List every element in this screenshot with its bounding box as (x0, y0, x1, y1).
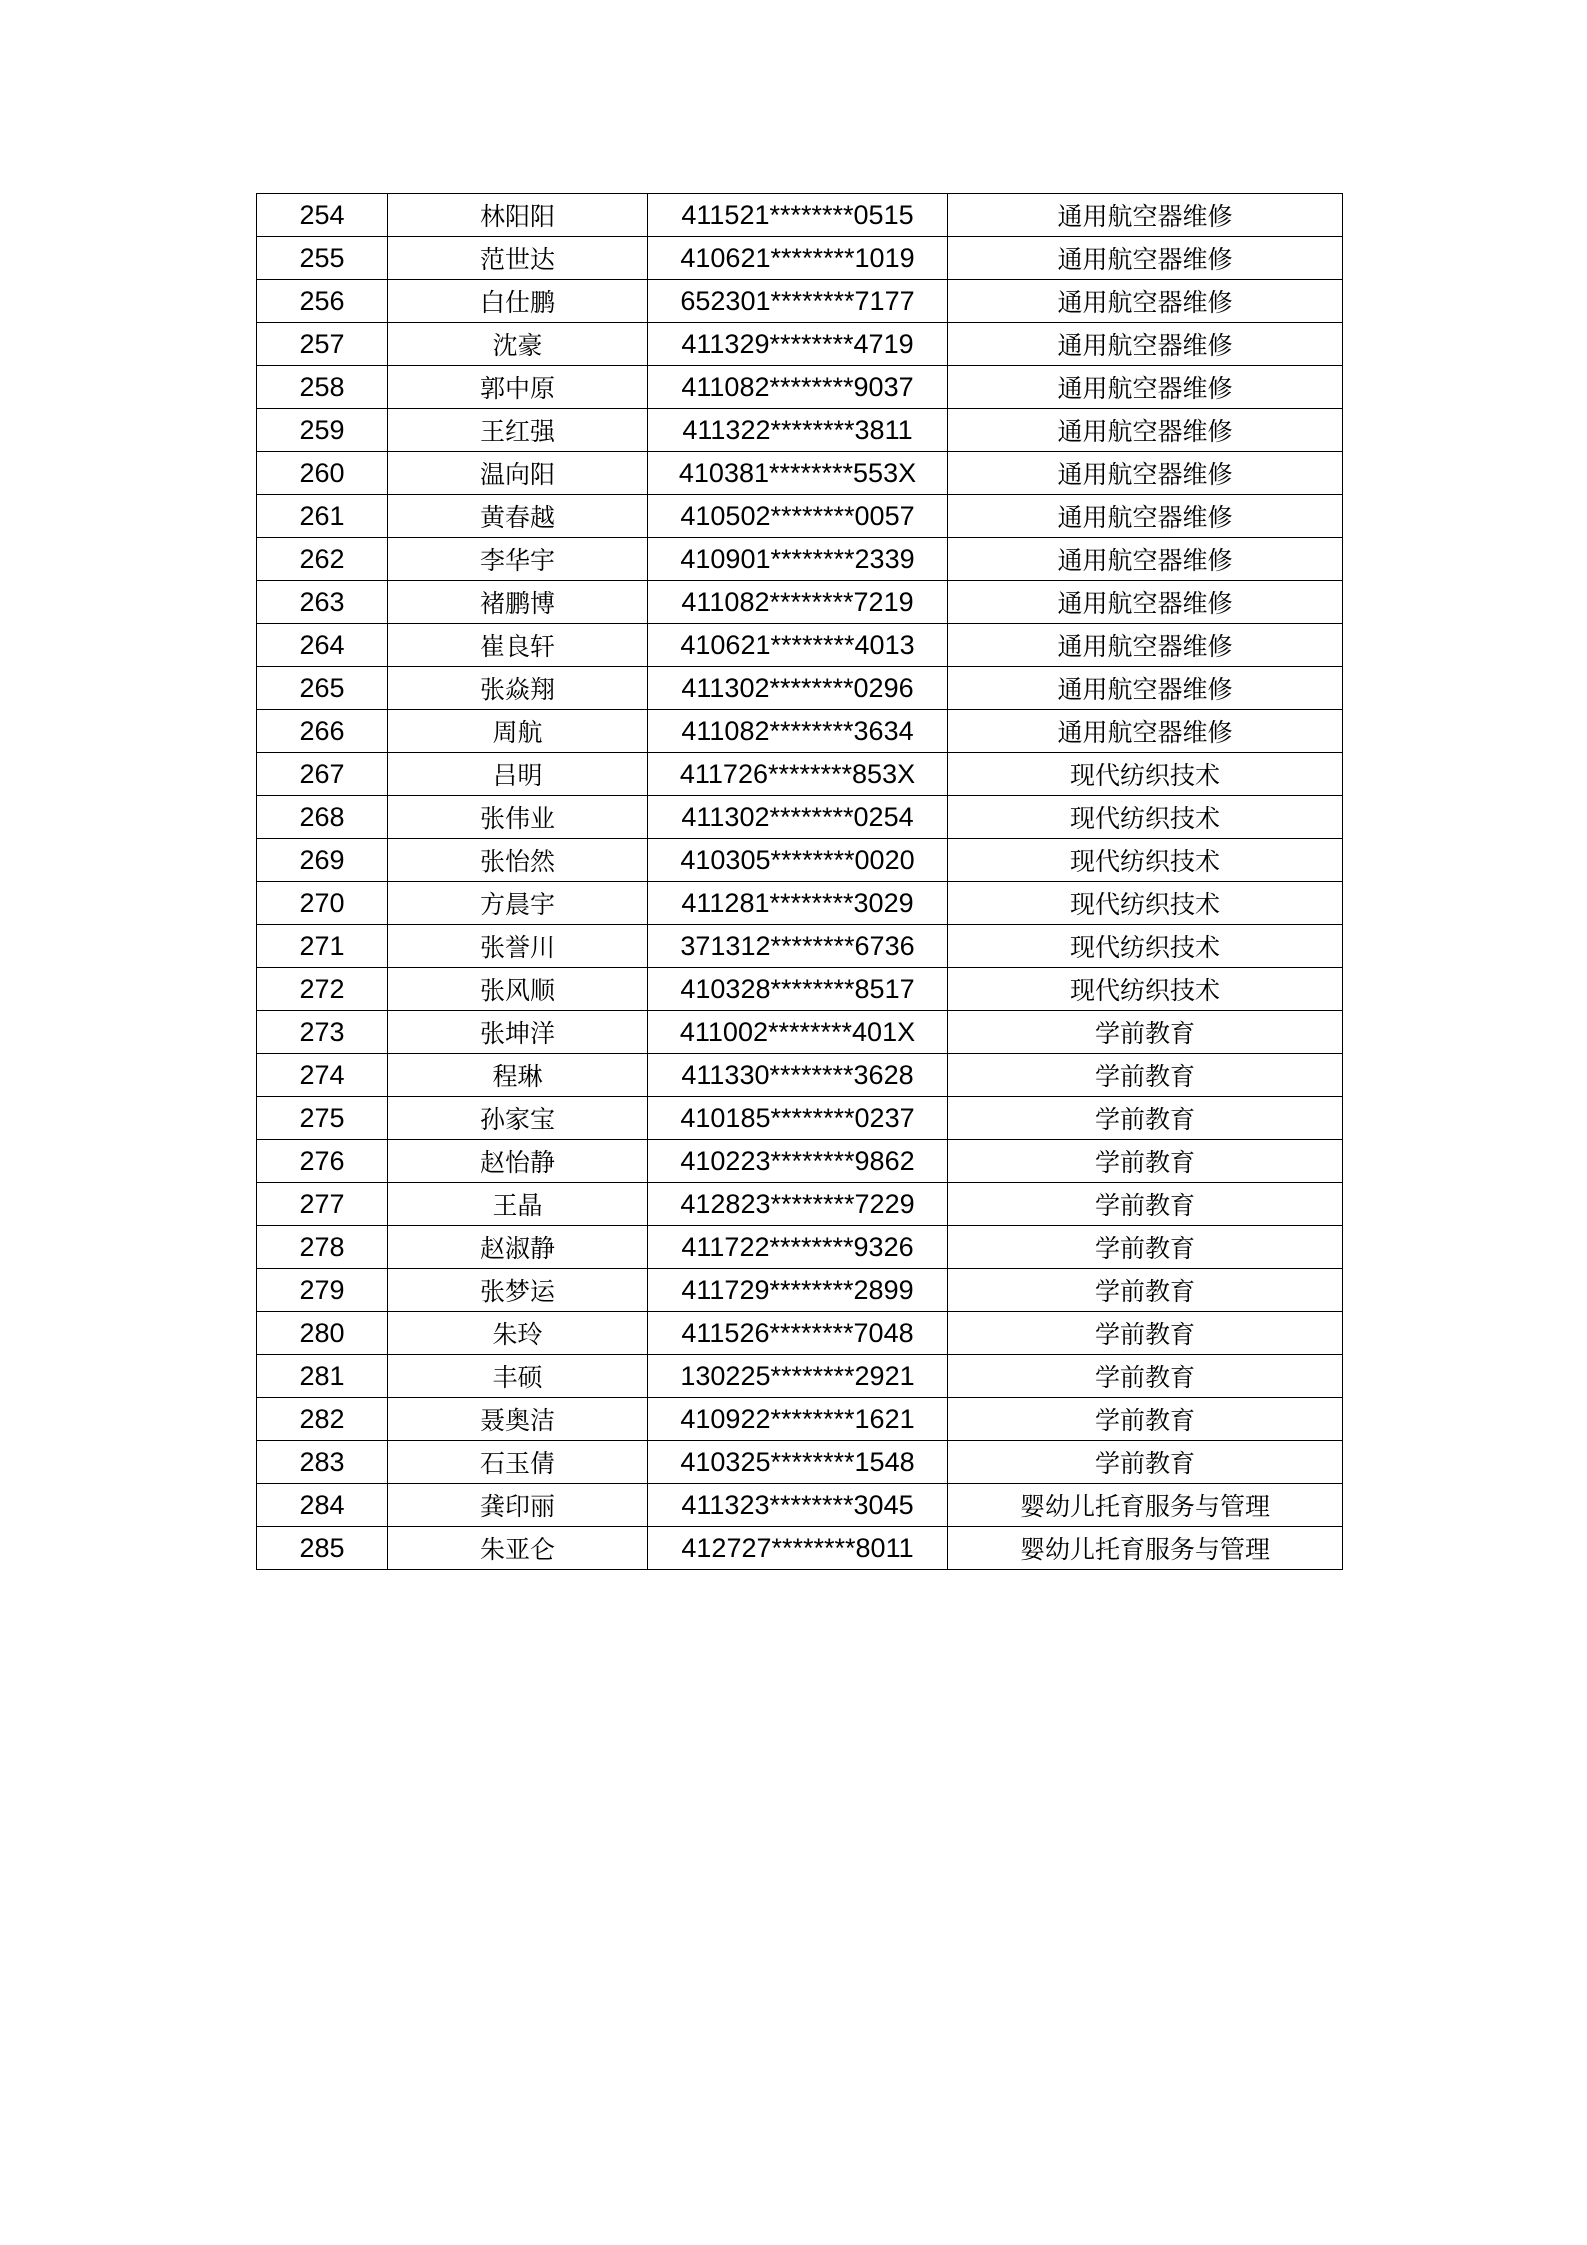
table-row (257, 1140, 1343, 1183)
row-number-cell: 261 (257, 495, 388, 538)
student-name-cell: 张誉川 (388, 925, 648, 968)
major-cell: 学前教育 (948, 1054, 1343, 1097)
id-number-cell: 411002********401X (648, 1011, 948, 1054)
major-cell: 学前教育 (948, 1355, 1343, 1398)
major-cell: 通用航空器维修 (948, 624, 1343, 667)
major-cell: 现代纺织技术 (948, 882, 1343, 925)
row-number-cell: 270 (257, 882, 388, 925)
id-number-cell: 410328********8517 (648, 968, 948, 1011)
row-number-cell: 258 (257, 366, 388, 409)
student-name-cell: 温向阳 (388, 452, 648, 495)
student-name-cell: 范世达 (388, 237, 648, 280)
id-number-cell: 130225********2921 (648, 1355, 948, 1398)
student-name-cell: 赵淑静 (388, 1226, 648, 1269)
row-number-cell: 259 (257, 409, 388, 452)
id-number-cell: 411726********853X (648, 753, 948, 796)
table-row (257, 1269, 1343, 1312)
major-cell: 通用航空器维修 (948, 194, 1343, 237)
student-name-cell: 张伟业 (388, 796, 648, 839)
major-cell: 学前教育 (948, 1226, 1343, 1269)
student-name-cell: 张坤洋 (388, 1011, 648, 1054)
table-row (257, 1097, 1343, 1140)
row-number-cell: 262 (257, 538, 388, 581)
major-cell: 婴幼儿托育服务与管理 (948, 1484, 1343, 1527)
student-name-cell: 张焱翔 (388, 667, 648, 710)
row-number-cell: 267 (257, 753, 388, 796)
table-row (257, 882, 1343, 925)
id-number-cell: 411729********2899 (648, 1269, 948, 1312)
student-name-cell: 丰硕 (388, 1355, 648, 1398)
row-number-cell: 283 (257, 1441, 388, 1484)
major-cell: 学前教育 (948, 1269, 1343, 1312)
student-name-cell: 朱玲 (388, 1312, 648, 1355)
id-number-cell: 410381********553X (648, 452, 948, 495)
major-cell: 通用航空器维修 (948, 495, 1343, 538)
table-row (257, 1484, 1343, 1527)
id-number-cell: 411323********3045 (648, 1484, 948, 1527)
table-row (257, 1226, 1343, 1269)
row-number-cell: 285 (257, 1527, 388, 1570)
table-row (257, 796, 1343, 839)
table-row (257, 968, 1343, 1011)
student-name-cell: 周航 (388, 710, 648, 753)
student-name-cell: 聂奥洁 (388, 1398, 648, 1441)
student-name-cell: 林阳阳 (388, 194, 648, 237)
student-name-cell: 王晶 (388, 1183, 648, 1226)
table-row (257, 624, 1343, 667)
row-number-cell: 272 (257, 968, 388, 1011)
id-number-cell: 652301********7177 (648, 280, 948, 323)
student-name-cell: 朱亚仑 (388, 1527, 648, 1570)
major-cell: 现代纺织技术 (948, 925, 1343, 968)
table-row (257, 667, 1343, 710)
major-cell: 通用航空器维修 (948, 667, 1343, 710)
student-name-cell: 郭中原 (388, 366, 648, 409)
table-row (257, 194, 1343, 237)
table-row (257, 1355, 1343, 1398)
id-number-cell: 411281********3029 (648, 882, 948, 925)
row-number-cell: 273 (257, 1011, 388, 1054)
table-row (257, 581, 1343, 624)
major-cell: 通用航空器维修 (948, 237, 1343, 280)
id-number-cell: 410621********4013 (648, 624, 948, 667)
major-cell: 学前教育 (948, 1398, 1343, 1441)
major-cell: 通用航空器维修 (948, 581, 1343, 624)
row-number-cell: 254 (257, 194, 388, 237)
id-number-cell: 410901********2339 (648, 538, 948, 581)
table-row (257, 1441, 1343, 1484)
id-number-cell: 411322********3811 (648, 409, 948, 452)
table-row (257, 839, 1343, 882)
row-number-cell: 275 (257, 1097, 388, 1140)
id-number-cell: 410223********9862 (648, 1140, 948, 1183)
major-cell: 通用航空器维修 (948, 366, 1343, 409)
student-name-cell: 张怡然 (388, 839, 648, 882)
student-name-cell: 白仕鹏 (388, 280, 648, 323)
student-name-cell: 程琳 (388, 1054, 648, 1097)
row-number-cell: 260 (257, 452, 388, 495)
row-number-cell: 263 (257, 581, 388, 624)
table-row (257, 1183, 1343, 1226)
row-number-cell: 264 (257, 624, 388, 667)
major-cell: 学前教育 (948, 1140, 1343, 1183)
id-number-cell: 411302********0254 (648, 796, 948, 839)
student-name-cell: 吕明 (388, 753, 648, 796)
table-row (257, 925, 1343, 968)
id-number-cell: 410502********0057 (648, 495, 948, 538)
table-row (257, 366, 1343, 409)
student-name-cell: 沈豪 (388, 323, 648, 366)
table-row (257, 753, 1343, 796)
major-cell: 通用航空器维修 (948, 452, 1343, 495)
row-number-cell: 257 (257, 323, 388, 366)
major-cell: 通用航空器维修 (948, 409, 1343, 452)
roster-table-body (257, 194, 1343, 1570)
row-number-cell: 274 (257, 1054, 388, 1097)
row-number-cell: 265 (257, 667, 388, 710)
row-number-cell: 278 (257, 1226, 388, 1269)
table-row (257, 1312, 1343, 1355)
row-number-cell: 279 (257, 1269, 388, 1312)
row-number-cell: 256 (257, 280, 388, 323)
major-cell: 现代纺织技术 (948, 796, 1343, 839)
id-number-cell: 411302********0296 (648, 667, 948, 710)
student-name-cell: 赵怡静 (388, 1140, 648, 1183)
table-row (257, 538, 1343, 581)
id-number-cell: 410621********1019 (648, 237, 948, 280)
student-name-cell: 崔良轩 (388, 624, 648, 667)
id-number-cell: 412727********8011 (648, 1527, 948, 1570)
major-cell: 通用航空器维修 (948, 323, 1343, 366)
row-number-cell: 281 (257, 1355, 388, 1398)
id-number-cell: 411082********9037 (648, 366, 948, 409)
table-row (257, 710, 1343, 753)
id-number-cell: 410305********0020 (648, 839, 948, 882)
id-number-cell: 410922********1621 (648, 1398, 948, 1441)
major-cell: 学前教育 (948, 1183, 1343, 1226)
id-number-cell: 411526********7048 (648, 1312, 948, 1355)
major-cell: 现代纺织技术 (948, 839, 1343, 882)
table-row (257, 237, 1343, 280)
id-number-cell: 371312********6736 (648, 925, 948, 968)
row-number-cell: 266 (257, 710, 388, 753)
id-number-cell: 411082********7219 (648, 581, 948, 624)
student-name-cell: 王红强 (388, 409, 648, 452)
table-row (257, 1398, 1343, 1441)
student-name-cell: 张梦运 (388, 1269, 648, 1312)
student-name-cell: 黄春越 (388, 495, 648, 538)
student-name-cell: 李华宇 (388, 538, 648, 581)
student-name-cell: 张风顺 (388, 968, 648, 1011)
row-number-cell: 282 (257, 1398, 388, 1441)
student-name-cell: 孙家宝 (388, 1097, 648, 1140)
id-number-cell: 411521********0515 (648, 194, 948, 237)
table-row (257, 452, 1343, 495)
major-cell: 学前教育 (948, 1097, 1343, 1140)
id-number-cell: 411330********3628 (648, 1054, 948, 1097)
row-number-cell: 276 (257, 1140, 388, 1183)
table-row (257, 495, 1343, 538)
row-number-cell: 271 (257, 925, 388, 968)
major-cell: 通用航空器维修 (948, 710, 1343, 753)
row-number-cell: 269 (257, 839, 388, 882)
id-number-cell: 411722********9326 (648, 1226, 948, 1269)
major-cell: 婴幼儿托育服务与管理 (948, 1527, 1343, 1570)
id-number-cell: 411082********3634 (648, 710, 948, 753)
id-number-cell: 412823********7229 (648, 1183, 948, 1226)
table-row (257, 280, 1343, 323)
id-number-cell: 411329********4719 (648, 323, 948, 366)
table-row (257, 1011, 1343, 1054)
table-row (257, 323, 1343, 366)
major-cell: 通用航空器维修 (948, 280, 1343, 323)
major-cell: 现代纺织技术 (948, 968, 1343, 1011)
id-number-cell: 410185********0237 (648, 1097, 948, 1140)
row-number-cell: 255 (257, 237, 388, 280)
table-row (257, 409, 1343, 452)
student-name-cell: 褚鹏博 (388, 581, 648, 624)
student-name-cell: 龚印丽 (388, 1484, 648, 1527)
row-number-cell: 280 (257, 1312, 388, 1355)
roster-table (256, 193, 1343, 1570)
table-row (257, 1054, 1343, 1097)
major-cell: 学前教育 (948, 1312, 1343, 1355)
major-cell: 通用航空器维修 (948, 538, 1343, 581)
major-cell: 学前教育 (948, 1441, 1343, 1484)
table-row (257, 1527, 1343, 1570)
row-number-cell: 284 (257, 1484, 388, 1527)
major-cell: 现代纺织技术 (948, 753, 1343, 796)
id-number-cell: 410325********1548 (648, 1441, 948, 1484)
student-name-cell: 石玉倩 (388, 1441, 648, 1484)
student-name-cell: 方晨宇 (388, 882, 648, 925)
row-number-cell: 277 (257, 1183, 388, 1226)
row-number-cell: 268 (257, 796, 388, 839)
major-cell: 学前教育 (948, 1011, 1343, 1054)
